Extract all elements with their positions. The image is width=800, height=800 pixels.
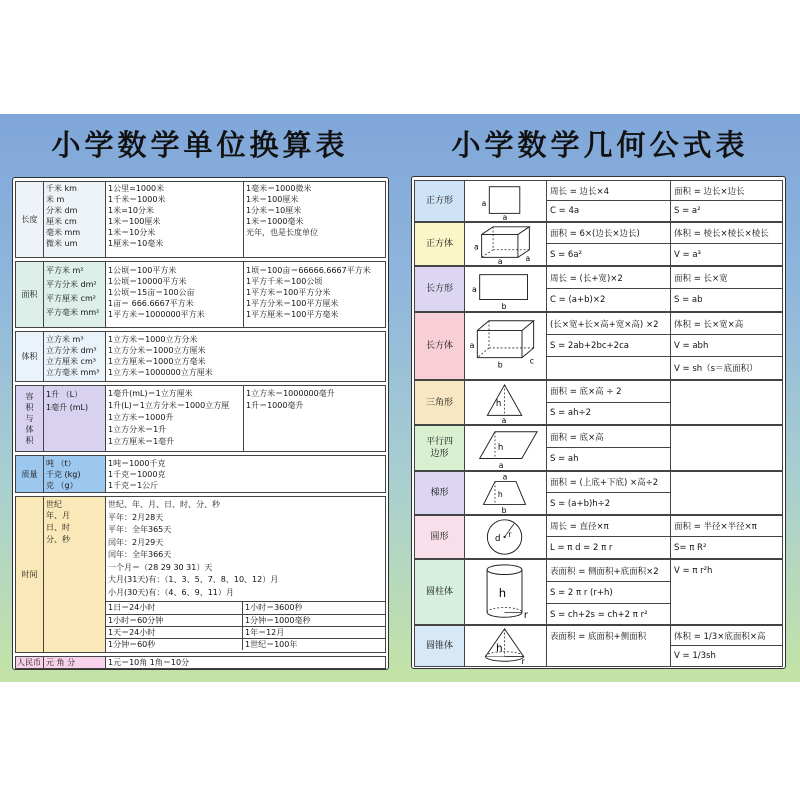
time-line: 平年：全年365天 [108, 525, 172, 534]
formula-text: S = ah÷2 [550, 408, 592, 419]
cone-figure [465, 626, 547, 666]
triangle-figure [465, 381, 547, 424]
fig-label: a [497, 257, 503, 265]
unit-item: 厘米 cm [46, 217, 77, 226]
formula-column [671, 267, 782, 311]
time-line: 闰年：2月29天 [108, 537, 164, 547]
formula-row-triangle [414, 380, 783, 425]
unit-item: 分米 dm [46, 206, 78, 215]
formula-text: V = π r²h [674, 566, 713, 576]
shape-name: 圆形 [415, 516, 465, 558]
unit-item: 平方米 m² [46, 266, 84, 275]
conversion-item: 1公顷＝100平方米 [108, 266, 177, 275]
time-line: 小月(30天)有：（4、6、9、11）月 [108, 587, 234, 597]
unit-item: 世纪 [46, 500, 62, 509]
conversion-item: 1米＝100厘米 [246, 195, 299, 204]
formula-column [671, 313, 782, 379]
conversion-item: 1顷＝100亩＝66666.6667平方米 [246, 266, 371, 275]
formula-row-square [414, 180, 783, 222]
unit-item: 微米 um [46, 239, 78, 248]
shape-name: 正方形 [415, 181, 465, 221]
formula-text: 面积 = 底×高 ÷ 2 [547, 381, 670, 403]
shape-name-text: 平行四边形 [425, 437, 453, 459]
conversion-item: 1平方厘米＝100平方毫米 [246, 310, 339, 319]
conversion-item: 1立方米＝1000升 [108, 413, 174, 422]
unit-list [44, 182, 106, 257]
formula-text: S = 2 π r (r+h) [547, 582, 670, 604]
formula-column [671, 560, 782, 624]
rectangle-figure [465, 267, 547, 311]
formula-row-cuboid [414, 312, 783, 380]
time-grid-cell: 1分钟＝1000毫秒 [245, 616, 311, 625]
unit-item: 立方毫米 mm³ [46, 368, 100, 377]
shape-name: 三角形 [415, 381, 465, 424]
formula-column [547, 560, 671, 624]
formula-text: 周长 = (长+宽)×2 [547, 267, 670, 289]
money-conversion: 1元＝10角 1角＝10分 [108, 658, 190, 667]
conversion-item: 1平方分米＝100平方厘米 [246, 299, 339, 308]
conversion-column [244, 182, 384, 257]
cuboid-figure [465, 313, 547, 379]
time-grid-cell: 1年＝12月 [245, 628, 285, 637]
unit-item: 克 （g） [46, 481, 78, 490]
formula-text: C = 4a [550, 206, 580, 216]
section-label: 面积 [16, 262, 44, 327]
conversion-item: 1米＝1000毫米 [246, 217, 304, 226]
formula-column [547, 313, 671, 379]
conversion-column [106, 262, 244, 327]
formula-column [671, 381, 782, 424]
unit-item: 千米 km [46, 184, 77, 193]
formula-row-parallelogram [414, 425, 783, 471]
unit-item: 分、秒 [46, 535, 70, 544]
money-units: 元 角 分 [44, 657, 106, 668]
unit-item: 平方毫米 mm² [46, 308, 100, 317]
fig-label: h [497, 442, 504, 453]
formula-row-trapezoid [414, 471, 783, 515]
conversion-column [106, 456, 384, 492]
unit-list [44, 332, 106, 381]
formula-text: 面积 = 边长×边长 [671, 181, 782, 201]
formula-text: 面积 = 6×(边长×边长) [547, 223, 670, 244]
unit-item: 年、月 [46, 511, 70, 520]
formula-column [671, 516, 782, 558]
formula-row-cube [414, 222, 783, 266]
conversion-column [244, 386, 384, 451]
fig-label: r [523, 610, 528, 622]
time-grid-cell: 1日＝24小时 [106, 602, 243, 614]
fig-label: h [498, 585, 507, 600]
formula-column [671, 426, 782, 470]
conversion-item: 1平方千米＝100公顷 [246, 277, 323, 286]
unit-item: 1升 （L） [46, 390, 83, 399]
unit-list [44, 386, 106, 451]
shape-name: 长方形 [415, 267, 465, 311]
formula-column [671, 472, 782, 514]
formula-column [547, 223, 671, 265]
conversion-item: 1米＝10分米 [108, 228, 156, 237]
unit-item: 毫米 mm [46, 228, 81, 237]
formula-text: 面积 = 长×宽 [671, 267, 782, 289]
unit-item: 平方厘米 cm² [46, 294, 96, 303]
conversion-column [106, 386, 244, 451]
conversion-item: 1千克＝1000克 [108, 470, 166, 479]
fig-label: d [495, 533, 501, 544]
fig-label: r [521, 657, 525, 666]
fig-label: a [481, 198, 487, 208]
formula-column [547, 181, 671, 221]
shape-name: 正方体 [415, 223, 465, 265]
fig-label: r [508, 530, 512, 539]
section-label: 人民币 [16, 657, 44, 668]
formula-column [671, 626, 782, 666]
shape-name [415, 426, 465, 470]
mass-section [15, 455, 386, 493]
time-line: 平年：2月28天 [108, 512, 164, 522]
conversion-item: 1立方厘米＝1毫升 [108, 437, 175, 446]
time-grid-row [106, 638, 385, 650]
conversion-item: 1米=10分米 [108, 206, 154, 215]
unit-item: 日、时 [46, 523, 70, 532]
formula-text: 面积 = 半径×半径×π [671, 516, 782, 537]
cylinder-figure [465, 560, 547, 624]
unit-list [44, 262, 106, 327]
volume-section [15, 331, 386, 382]
conversion-column [244, 262, 384, 327]
circle-figure [465, 516, 547, 558]
conversion-item: 1升(L)＝1立方分米＝1000立方厘 [108, 401, 230, 410]
formula-column [547, 472, 671, 514]
conversion-column [106, 332, 384, 381]
fig-label: a [525, 254, 531, 264]
time-grid [106, 601, 385, 650]
formula-column [547, 267, 671, 311]
conversion-item: 1立方米＝1000立方分米 [108, 335, 198, 344]
conversion-item: 光年，也是长度单位 [246, 228, 318, 237]
shape-name: 长方体 [415, 313, 465, 379]
conversion-item: 1立方分米＝1升 [108, 425, 167, 434]
formula-text: 表面积 = 侧面积+底面积×2 [547, 560, 670, 582]
time-line: 世纪、年、月、日、时、分、秒 [108, 500, 220, 509]
unit-conversion-sheet [12, 177, 389, 670]
conversion-item: 1立方米＝1000000立方厘米 [108, 368, 213, 377]
formula-column [547, 516, 671, 558]
fig-label: a [502, 472, 508, 482]
conversion-column [106, 182, 244, 257]
unit-item: 立方分米 dm³ [46, 346, 97, 355]
time-line: 一个月＝（28 29 30 31）天 [108, 562, 213, 572]
fig-label: a [498, 461, 504, 470]
conversion-item: 1吨＝1000千克 [108, 459, 166, 468]
time-grid-cell: 1天＝24小时 [106, 627, 243, 638]
formula-text: S = ah [550, 454, 579, 464]
area-section [15, 261, 386, 328]
conversion-item: 1千米＝1000米 [108, 195, 166, 204]
formula-text: 周长 = 边长×4 [547, 181, 670, 201]
fig-label: h [497, 489, 503, 499]
formula-text: 面积 = 底×高 [547, 426, 670, 448]
capacity-section [15, 385, 386, 452]
time-grid-row [106, 626, 385, 638]
fig-label: a [469, 340, 475, 350]
formula-column [547, 626, 671, 666]
time-line: 闰年：全年366天 [108, 550, 172, 559]
time-details [106, 497, 385, 652]
formula-column [547, 426, 671, 470]
time-grid-cell: 1小时＝60分钟 [106, 615, 243, 626]
unit-item: 1毫升 (mL) [46, 403, 89, 412]
time-grid-cell: 1分钟＝60秒 [106, 639, 243, 650]
time-section [15, 496, 386, 653]
formula-text: V = a³ [674, 249, 701, 260]
money-section [15, 656, 386, 669]
conversion-item: 1毫米＝1000微米 [246, 184, 312, 193]
section-label [16, 386, 44, 451]
formula-row-circle [414, 515, 783, 559]
formula-text: 体积 = 长×宽×高 [671, 313, 782, 335]
fig-label: h [495, 398, 502, 409]
trapezoid-figure [465, 472, 547, 514]
shape-name: 圆柱体 [415, 560, 465, 624]
formula-text: S = ab [674, 295, 703, 305]
unit-item: 立方厘米 cm³ [46, 357, 96, 366]
formula-text: (长×宽+长×高+宽×高) ×2 [547, 313, 670, 335]
time-grid-row [106, 602, 385, 614]
time-grid-cell: 1世纪＝100年 [245, 640, 298, 649]
fig-label: b [497, 360, 503, 370]
section-label: 体积 [16, 332, 44, 381]
fig-label: b [501, 506, 507, 514]
unit-table-title: 小学数学单位换算表 [51, 128, 349, 162]
unit-item: 平方分米 dm² [46, 280, 97, 289]
conversion-item: 1立方厘米＝1000立方毫米 [108, 357, 206, 366]
unit-item: 米 m [46, 195, 65, 204]
formula-text: L = π d = 2 π r [550, 542, 613, 553]
conversion-item: 1公顷＝10000平方米 [108, 277, 187, 286]
unit-list [44, 497, 106, 652]
conversion-item: 1平方米＝100平方分米 [246, 288, 331, 297]
conversion-item: 1厘米＝10毫米 [108, 239, 164, 248]
time-grid-row [106, 614, 385, 626]
section-label: 长度 [16, 182, 44, 257]
formula-text: 体积 = 棱长×棱长×棱长 [671, 223, 782, 244]
formula-text: V = sh（s＝底面积） [674, 364, 758, 374]
unit-list [44, 456, 106, 492]
fig-label: a [502, 213, 508, 221]
formula-column [671, 181, 782, 221]
unit-item: 立方米 m³ [46, 335, 84, 344]
formula-text: S= π R² [674, 542, 707, 553]
conversion-item: 1亩＝ 666.6667平方米 [108, 299, 194, 308]
formula-row-cylinder [414, 559, 783, 625]
formula-text [547, 357, 670, 379]
shape-name: 梯形 [415, 472, 465, 514]
time-lines [106, 497, 385, 601]
time-line: 大月(31天)有：（1、3、5、7、8、10、12）月 [108, 575, 279, 584]
formula-row-cone [414, 625, 783, 667]
conversion-item: 1千克＝1公斤 [108, 481, 159, 490]
shape-name: 圆锥体 [415, 626, 465, 666]
conversion-item: 1毫升(mL)＝1立方厘米 [108, 389, 193, 398]
formula-column [671, 223, 782, 265]
formula-text: S = 2ab+2bc+2ca [547, 335, 670, 357]
formula-text: 表面积 = 底面积+侧面积 [550, 632, 647, 642]
unit-item: 吨 （t） [46, 459, 76, 468]
formula-text: 体积 = 1/3×底面积×高 [671, 626, 782, 646]
conversion-item: 1公里=1000米 [108, 184, 165, 193]
fig-label: a [472, 284, 477, 294]
formula-text: 周长 = 直径×π [547, 516, 670, 537]
formula-text: C = (a+b)×2 [550, 295, 606, 305]
time-grid-cell: 1小时＝3600秒 [245, 603, 303, 612]
unit-item: 千克 (kg) [46, 470, 81, 479]
fig-label: a [501, 416, 507, 424]
conversion-item: 1分米＝10厘米 [246, 206, 302, 215]
formula-text: S = 6a² [550, 249, 582, 260]
section-label: 质量 [16, 456, 44, 492]
conversion-item: 1平方米＝1000000平方米 [108, 310, 205, 319]
conversion-item: 1米＝100厘米 [108, 217, 161, 226]
formula-text: V = abh [671, 335, 782, 357]
formula-text: S = a² [674, 206, 701, 216]
cube-figure [465, 223, 547, 265]
formula-text: S = ch+2s = ch+2 π r² [550, 610, 648, 620]
formula-text: S = (a+b)h÷2 [550, 498, 611, 509]
conversion-item: 1升＝1000毫升 [246, 401, 304, 410]
fig-label: h [495, 642, 503, 655]
fig-label: c [529, 356, 535, 366]
conversion-item: 1立方米＝1000000毫升 [246, 389, 335, 398]
conversion-item: 1立方分米＝1000立方厘米 [108, 346, 206, 355]
fig-label: a [474, 242, 479, 252]
square-figure [465, 181, 547, 221]
formula-text: V = 1/3sh [674, 651, 716, 661]
conversion-item: 1公顷＝15亩＝100公亩 [108, 288, 195, 297]
fig-label: b [501, 302, 507, 311]
formula-text: 面积 = (上底+下底) ×高÷2 [547, 472, 670, 493]
formula-table-title: 小学数学几何公式表 [451, 128, 749, 162]
length-section [15, 181, 386, 258]
section-label: 时间 [16, 497, 44, 652]
geometry-formula-sheet [411, 176, 786, 669]
parallelogram-figure [465, 426, 547, 470]
formula-row-rectangle [414, 266, 783, 312]
section-label-text: 容积与体积 [25, 392, 34, 445]
formula-column [547, 381, 671, 424]
